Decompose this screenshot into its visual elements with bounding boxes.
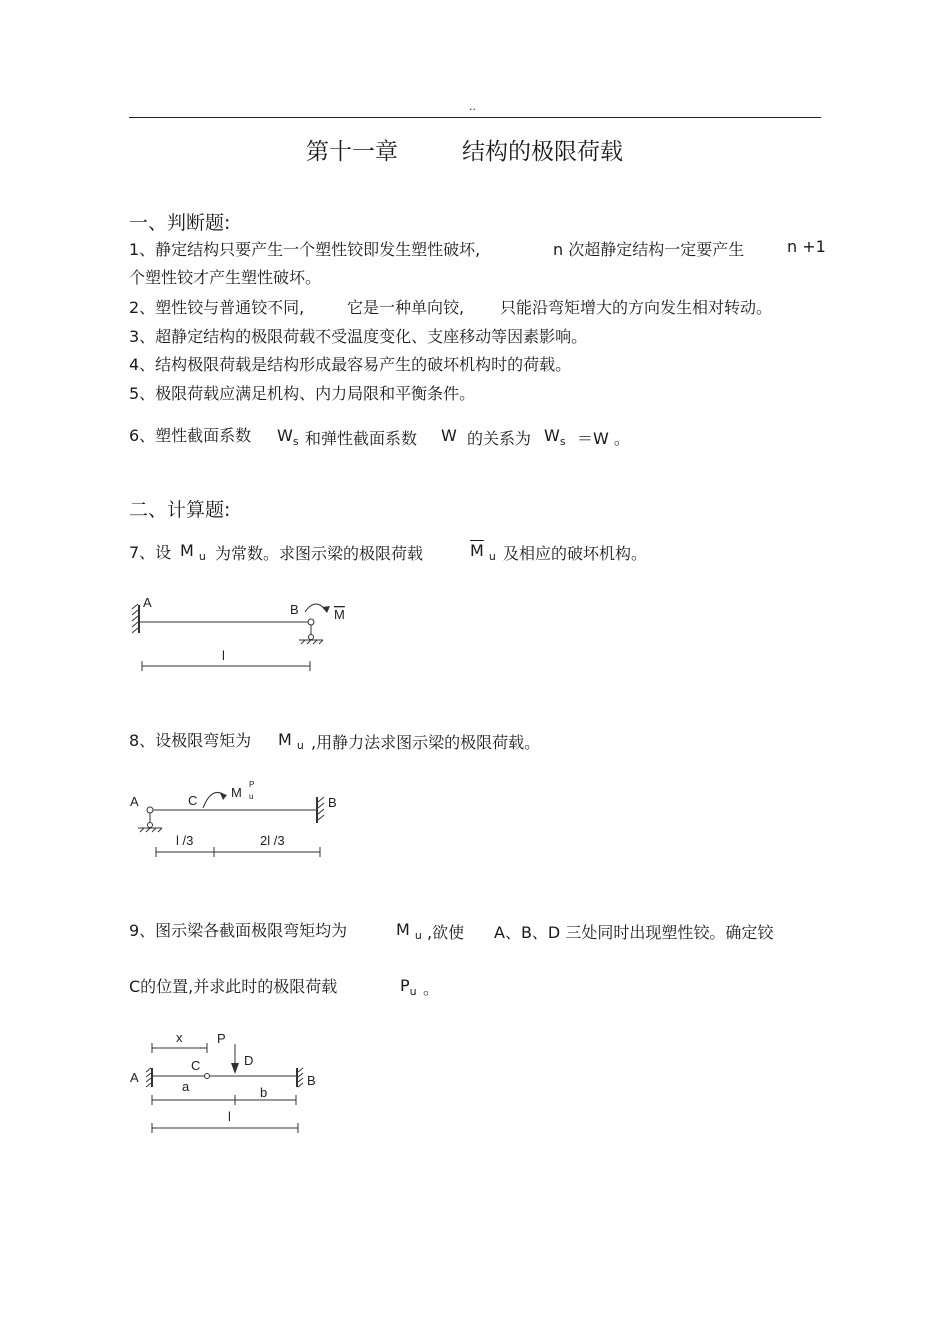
q3-text: 3、超静定结构的极限荷载不受温度变化、支座移动等因素影响。 bbox=[129, 327, 588, 346]
fig9-label-C: C bbox=[191, 1058, 201, 1073]
q1-part-a: 1、静定结构只要产生一个塑性铰即发生塑性破坏, bbox=[129, 240, 481, 259]
q8-part-a: 8、设极限弯矩为 bbox=[129, 731, 252, 750]
q1-part-d: 个塑性铰才产生塑性破坏。 bbox=[129, 268, 322, 287]
q6-part-c: 的关系为 bbox=[467, 429, 532, 448]
fig8-label-u: u bbox=[249, 792, 254, 801]
q1-part-c: n +1 bbox=[787, 237, 826, 256]
fig8-label-A: A bbox=[130, 794, 139, 809]
q5-text: 5、极限荷载应满足机构、内力局限和平衡条件。 bbox=[129, 384, 476, 403]
fig7-label-M: M bbox=[334, 607, 345, 622]
q8-mu: M $_u$ bbox=[278, 730, 304, 753]
chapter-number: 第十一章 bbox=[306, 139, 398, 165]
figure-9 bbox=[120, 1025, 340, 1140]
section1-heading: 一、判断题: bbox=[129, 212, 231, 234]
q2-part-b: 它是一种单向铰, bbox=[347, 298, 465, 317]
q7-part-b: 为常数。求图示梁的极限荷载 bbox=[215, 544, 424, 563]
q7-mu-bar: $\overline{M}$ $_u$ bbox=[470, 541, 496, 564]
q9-pu: $P_u$ bbox=[400, 976, 417, 999]
q2-part-c: 只能沿弯矩增大的方向发生相对转动。 bbox=[500, 298, 773, 317]
q6-part-a: 6、塑性截面系数 bbox=[129, 426, 252, 445]
fig8-label-M: M bbox=[231, 785, 242, 800]
q6-ws: $W_s$ bbox=[277, 426, 299, 449]
fig9-label-l: l bbox=[228, 1109, 231, 1124]
figure-7 bbox=[120, 590, 380, 680]
fig8-label-P: P bbox=[249, 780, 255, 789]
fig9-label-x: x bbox=[176, 1030, 183, 1045]
q4-text: 4、结构极限荷载是结构形成最容易产生的破坏机构时的荷载。 bbox=[129, 355, 572, 374]
q7-part-a: 7、设 bbox=[129, 543, 172, 562]
q9-part-b: ,欲使 bbox=[427, 923, 465, 942]
q9-part-d: C的位置,并求此时的极限荷载 bbox=[129, 977, 338, 996]
q9-part-c: A、B、D 三处同时出现塑性铰。确定铰 bbox=[494, 923, 774, 942]
q1-part-b: n 次超静定结构一定要产生 bbox=[553, 240, 745, 259]
fig9-label-A: A bbox=[130, 1070, 139, 1085]
q8-part-b: ,用静力法求图示梁的极限荷载。 bbox=[311, 733, 541, 752]
q9-part-e: 。 bbox=[423, 979, 440, 998]
fig7-label-l: l bbox=[222, 648, 225, 663]
fig9-label-P: P bbox=[217, 1031, 226, 1046]
figure-8 bbox=[120, 775, 360, 865]
fig9-label-a: a bbox=[182, 1079, 190, 1094]
fig8-label-l3: l /3 bbox=[176, 833, 194, 848]
fig9-label-b: b bbox=[260, 1085, 268, 1100]
fig7-label-B: B bbox=[290, 602, 299, 617]
q9-mu: M $_u$ bbox=[396, 920, 422, 943]
q6-ws2: $W_s$ bbox=[544, 426, 566, 449]
q7-part-c: 及相应的破坏机构。 bbox=[503, 544, 648, 563]
q6-w: W bbox=[441, 426, 457, 445]
section2-heading: 二、计算题: bbox=[129, 499, 231, 521]
header-dots: .. bbox=[469, 100, 476, 113]
fig8-label-B: B bbox=[328, 795, 337, 810]
q9-part-a: 9、图示梁各截面极限弯矩均为 bbox=[129, 921, 348, 940]
q7-mu: M $_u$ bbox=[180, 541, 206, 564]
fig8-label-C: C bbox=[188, 793, 198, 808]
chapter-title: 结构的极限荷载 bbox=[462, 139, 623, 165]
fig8-label-2l3: 2l /3 bbox=[260, 833, 285, 848]
header-rule bbox=[129, 117, 821, 118]
fig9-label-B: B bbox=[307, 1073, 316, 1088]
q2-part-a: 2、塑性铰与普通铰不同, bbox=[129, 298, 305, 317]
q6-eq: ＝W 。 bbox=[577, 429, 630, 448]
fig7-label-A: A bbox=[143, 595, 152, 610]
q6-part-b: 和弹性截面系数 bbox=[305, 429, 418, 448]
fig9-label-D: D bbox=[244, 1053, 254, 1068]
